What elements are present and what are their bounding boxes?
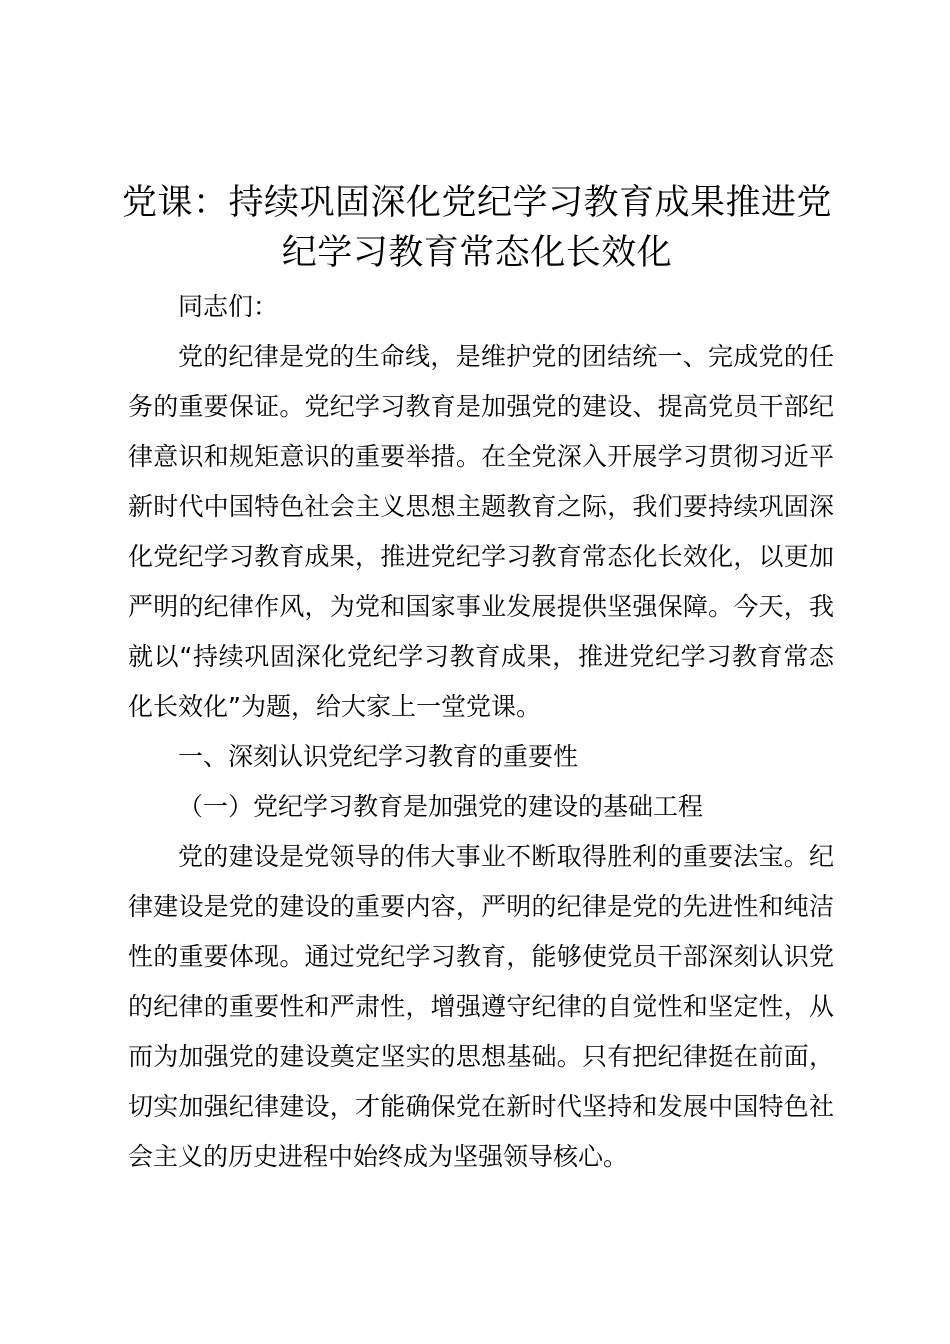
salutation: 同志们：: [178, 292, 279, 321]
document-title: 党课：持续巩固深化党纪学习教育成果推进党纪学习教育常态化长效化: [121, 183, 832, 273]
intro-paragraph: 党的纪律是党的生命线，是维护党的团结统一、完成党的任务的重要保证。党纪学习教育是加强党的建设、提高党员干部纪律意识和规矩意识的重要举措。在全党深入开展学习贯彻习近平新时代中国特色社会主义思想主题教育之际，我们要持续巩固深化党纪学习教育成果，推进党纪学习教育常态化长效化，以更加严明的纪律作风，为党和国家事业发展提供坚强保障。今天，我就以“持续巩固深化党纪学习教育成果，推进党纪学习教育常态化长效化”为题，给大家上一堂党课。: [128, 342, 834, 721]
body-paragraph: 党的建设是党领导的伟大事业不断取得胜利的重要法宝。纪律建设是党的建设的重要内容，严明的纪律是党的先进性和纯洁性的重要体现。通过党纪学习教育，能够使党员干部深刻认识党的纪律的重要性和严肃性，增强遵守纪律的自觉性和坚定性，从而为加强党的建设奠定坚实的思想基础。只有把纪律挺在前面，切实加强纪律建设，才能确保党在新时代坚持和发展中国特色社会主义的历史进程中始终成为坚强领导核心。: [128, 842, 834, 1171]
subsection-heading: （一）党纪学习教育是加强党的建设的基础工程: [178, 792, 704, 821]
document-body: [128, 282, 834, 1182]
section-heading: 一、深刻认识党纪学习教育的重要性: [178, 742, 579, 771]
